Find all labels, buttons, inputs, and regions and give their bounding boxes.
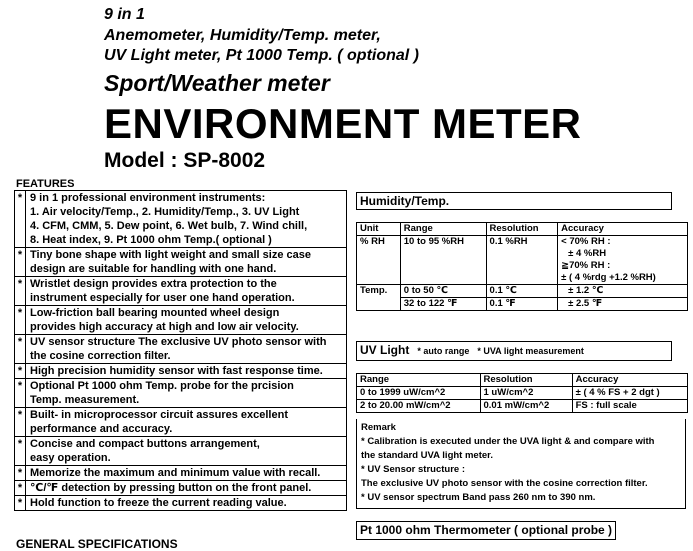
table-row — [357, 285, 688, 298]
table-cell — [357, 260, 401, 272]
table-header-cell: Unit — [357, 223, 401, 236]
table-cell: 0.1 ℃ — [486, 285, 558, 298]
general-specifications-title: GENERAL SPECIFICATIONS — [16, 537, 178, 551]
table-row — [357, 260, 688, 272]
feature-bullet: * — [15, 437, 26, 465]
feature-bullet: * — [15, 248, 26, 276]
feature-text: Low-friction ball bearing mounted wheel design provides high accuracy at high and low air velocity. — [30, 307, 299, 333]
table-cell — [357, 298, 401, 311]
table-cell: % RH — [357, 236, 401, 249]
feature-bullet: * — [15, 306, 26, 334]
feature-bullet: * — [15, 277, 26, 305]
table-cell: 0 to 1999 uW/cm^2 — [357, 387, 481, 400]
uv-spec-table — [356, 373, 688, 413]
uv-title-text: UV Light — [360, 343, 410, 357]
table-cell: Temp. — [357, 285, 401, 298]
features-title: FEATURES — [16, 178, 75, 190]
feature-item — [15, 248, 346, 277]
uv-remark-box — [356, 419, 686, 509]
feature-bullet: * — [15, 364, 26, 378]
table-cell: FS : full scale — [572, 400, 687, 413]
table-row — [357, 272, 688, 285]
pt1000-section-title: Pt 1000 ohm Thermometer ( optional probe ) — [356, 521, 616, 540]
feature-bullet: * — [15, 191, 26, 247]
feature-text: 9 in 1 professional environment instruments: 1. Air velocity/Temp., 2. Humidity/Temp., 3. UV Light 4. CFM, CMM, 5. Dew point, 6. Wet bulb, 7. Wind chill, 8. Heat index, 9. Pt 1000 ohm Temp.( optional ) — [30, 192, 308, 246]
table-cell: 0.1 ℉ — [486, 298, 558, 311]
feature-item — [15, 466, 346, 481]
table-cell: 0.1 %RH — [486, 236, 558, 249]
feature-item — [15, 306, 346, 335]
feature-item — [15, 364, 346, 379]
table-cell: ≧70% RH : — [558, 260, 688, 272]
humidity-spec-table — [356, 222, 688, 311]
table-header-cell: Resolution — [480, 374, 572, 387]
model-number: Model : SP-8002 — [104, 149, 266, 172]
feature-text: Hold function to freeze the current reading value. — [30, 497, 287, 509]
feature-bullet: * — [15, 481, 26, 495]
humidity-section-title: Humidity/Temp. — [356, 192, 672, 210]
remark-line: The exclusive UV photo sensor with the cosine correction filter. — [361, 478, 648, 489]
table-cell — [400, 248, 486, 260]
table-row — [357, 298, 688, 311]
table-cell — [486, 272, 558, 285]
document-title: ENVIRONMENT METER — [104, 100, 582, 147]
table-header-cell: Accuracy — [558, 223, 688, 236]
table-cell: 32 to 122 ℉ — [400, 298, 486, 311]
header-line-sport: Sport/Weather meter — [104, 70, 330, 96]
feature-item — [15, 437, 346, 466]
table-header-row — [357, 223, 688, 236]
feature-bullet: * — [15, 408, 26, 436]
table-cell — [486, 260, 558, 272]
remark-line: * Calibration is executed under the UVA light & and compare with — [361, 436, 655, 447]
table-row — [357, 387, 688, 400]
table-cell: < 70% RH : — [558, 236, 688, 249]
feature-bullet: * — [15, 496, 26, 510]
feature-text: UV sensor structure The exclusive UV photo sensor with the cosine correction filter. — [30, 336, 327, 362]
table-row — [357, 236, 688, 249]
feature-bullet: * — [15, 379, 26, 407]
uv-note-auto-range: * auto range — [417, 346, 470, 356]
table-row — [357, 400, 688, 413]
table-cell: ± 4 %RH — [558, 248, 688, 260]
header-line-anemometer: Anemometer, Humidity/Temp. meter, — [104, 27, 381, 44]
table-header-cell: Resolution — [486, 223, 558, 236]
table-cell — [357, 248, 401, 260]
table-header-cell: Range — [400, 223, 486, 236]
table-row — [357, 248, 688, 260]
table-cell — [400, 260, 486, 272]
feature-item — [15, 335, 346, 364]
feature-text: Optional Pt 1000 ohm Temp. probe for the prcision Temp. measurement. — [30, 380, 294, 406]
table-cell — [400, 272, 486, 285]
feature-item — [15, 496, 346, 511]
feature-item — [15, 408, 346, 437]
uv-note-uva: * UVA light measurement — [477, 346, 584, 356]
table-cell: 2 to 20.00 mW/cm^2 — [357, 400, 481, 413]
feature-text: High precision humidity sensor with fast response time. — [30, 365, 323, 377]
feature-item — [15, 191, 346, 248]
table-cell: ± ( 4 %rdg +1.2 %RH) — [558, 272, 688, 285]
feature-text: Built- in microprocessor circuit assures excellent performance and accuracy. — [30, 409, 288, 435]
table-cell — [486, 248, 558, 260]
feature-item — [15, 481, 346, 496]
table-cell — [357, 272, 401, 285]
table-cell: 10 to 95 %RH — [400, 236, 486, 249]
table-cell: ± ( 4 % FS + 2 dgt ) — [572, 387, 687, 400]
feature-bullet: * — [15, 466, 26, 480]
header-line-uv: UV Light meter, Pt 1000 Temp. ( optional ) — [104, 47, 420, 64]
remark-line: * UV Sensor structure : — [361, 464, 465, 475]
feature-text: ℃/℉ detection by pressing button on the front panel. — [30, 482, 312, 494]
table-cell: ± 1.2 ℃ — [558, 285, 688, 298]
feature-text: Wristlet design provides extra protection to the instrument especially for user one hand operation. — [30, 278, 295, 304]
table-cell: ± 2.5 ℉ — [558, 298, 688, 311]
remark-line: the standard UVA light meter. — [361, 450, 493, 461]
feature-bullet: * — [15, 335, 26, 363]
uv-section-title — [356, 341, 672, 361]
feature-text: Concise and compact buttons arrangement, easy operation. — [30, 438, 260, 464]
table-cell: 1 uW/cm^2 — [480, 387, 572, 400]
header-line-9in1: 9 in 1 — [104, 6, 145, 23]
table-header-row — [357, 374, 688, 387]
table-cell: 0 to 50 ℃ — [400, 285, 486, 298]
feature-text: Memorize the maximum and minimum value with recall. — [30, 467, 321, 479]
table-header-cell: Range — [357, 374, 481, 387]
table-cell: 0.01 mW/cm^2 — [480, 400, 572, 413]
feature-item — [15, 379, 346, 408]
remark-title: Remark — [361, 422, 396, 433]
feature-text: Tiny bone shape with light weight and small size case design are suitable for handling with one hand. — [30, 249, 311, 275]
table-header-cell: Accuracy — [572, 374, 687, 387]
feature-item — [15, 277, 346, 306]
features-list — [14, 190, 347, 511]
remark-line: * UV sensor spectrum Band pass 260 nm to 390 nm. — [361, 492, 596, 503]
